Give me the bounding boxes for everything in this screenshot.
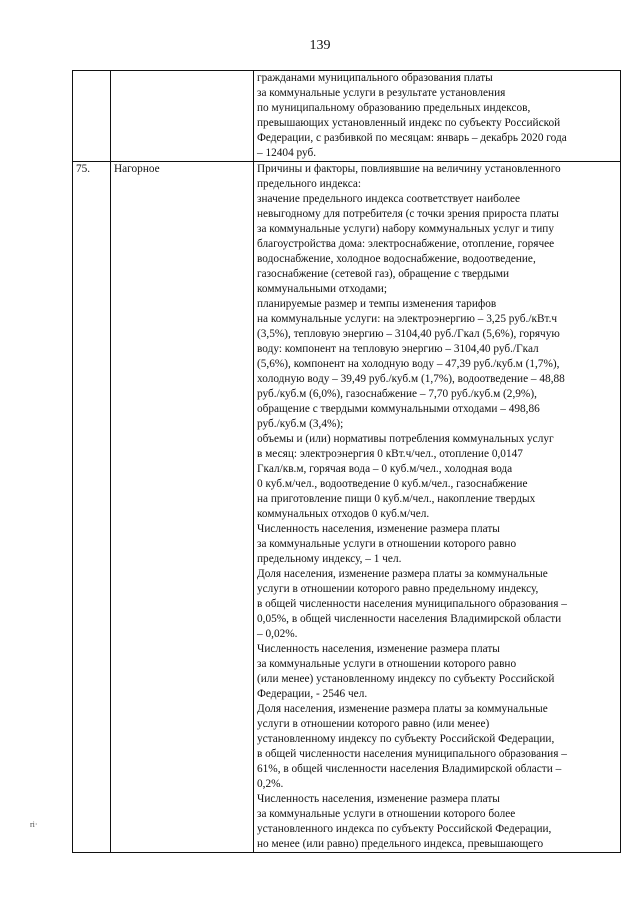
text-line: гражданами муниципального образования платы — [257, 72, 493, 84]
text-line: (5,6%), компонент на холодную воду – 47,39 руб./куб.м (1,7%), — [257, 358, 560, 370]
text-line: услуги в отношении которого равно предельному индексу, — [257, 583, 539, 595]
text-line: (3,5%), тепловую энергию – 3104,40 руб./Гкал (5,6%), горячую — [257, 328, 560, 340]
row-number-cell: 75. — [73, 162, 111, 853]
text-line: предельного индекса: — [257, 178, 361, 190]
text-line: водоснабжение, холодное водоснабжение, водоотведение, — [257, 253, 536, 265]
text-line: предельному индексу, – 1 чел. — [257, 553, 402, 565]
description-cell — [254, 162, 621, 853]
text-line: в общей численности населения муниципального образования – — [257, 598, 567, 610]
text-line: установленному индексу по субъекту Российской Федерации, — [257, 733, 555, 745]
text-line: Численность населения, изменение размера платы — [257, 793, 500, 805]
text-line: услуги в отношении которого равно (или менее) — [257, 718, 490, 730]
text-line: обращение с твердыми коммунальными отходами – 498,86 — [257, 403, 540, 415]
text-line: за коммунальные услуги в отношении которого более — [257, 808, 516, 820]
table-body — [73, 71, 621, 853]
text-line: – 0,02%. — [257, 628, 298, 640]
text-line: 0,2%. — [257, 778, 284, 790]
text-line: превышающих установленный индекс по субъекту Российской — [257, 117, 561, 129]
text-line: Федерации, с разбивкой по месяцам: январь – декабрь 2020 года — [257, 132, 567, 144]
text-line: воду: компонент на тепловую энергию – 3104,40 руб./Гкал — [257, 343, 539, 355]
margin-mark: ri· — [30, 820, 38, 829]
document-table — [72, 70, 621, 853]
text-line: в общей численности населения муниципального образования – — [257, 748, 567, 760]
page-number: 139 — [309, 38, 331, 53]
table-row — [73, 162, 621, 853]
text-line: (или менее) установленному индексу по субъекту Российской — [257, 673, 555, 685]
text-line: невыгодному для потребителя (с точки зрения прироста платы — [257, 208, 559, 220]
text-line: за коммунальные услуги в отношении которого равно — [257, 658, 517, 670]
text-line: в месяц: электроэнергия 0 кВт.ч/чел., отопление 0,0147 — [257, 448, 523, 460]
table-row — [73, 71, 621, 162]
text-line: за коммунальные услуги) набору коммунальных услуг и типу — [257, 223, 554, 235]
text-line: Доля населения, изменение размера платы за коммунальные — [257, 568, 548, 580]
text-line: коммунальными отходами; — [257, 283, 387, 295]
text-line: Федерации, - 2546 чел. — [257, 688, 368, 700]
text-line: газоснабжение (сетевой газ), обращение с твердыми — [257, 268, 510, 280]
text-line: за коммунальные услуги в результате установления — [257, 87, 506, 99]
text-line: 0 куб.м/чел., водоотведение 0 куб.м/чел., газоснабжение — [257, 478, 528, 490]
text-line: но менее (или равно) предельного индекса, превышающего — [257, 838, 544, 850]
text-line: Причины и факторы, повлиявшие на величину установленного — [257, 163, 561, 175]
text-line: установленного индекса по субъекту Российской Федерации, — [257, 823, 552, 835]
text-line: объемы и (или) нормативы потребления коммунальных услуг — [257, 433, 554, 445]
text-line: по муниципальному образованию предельных индексов, — [257, 102, 531, 114]
description-cell — [254, 71, 621, 162]
municipality-name-cell — [111, 71, 254, 162]
text-line: коммунальных отходов 0 куб.м/чел. — [257, 508, 430, 520]
text-line: Численность населения, изменение размера платы — [257, 523, 500, 535]
municipality-name-cell: Нагорное — [111, 162, 254, 853]
text-line: значение предельного индекса соответствует наиболее — [257, 193, 521, 205]
text-line: 61%, в общей численности населения Владимирской области – — [257, 763, 562, 775]
row-number-cell — [73, 71, 111, 162]
text-line: за коммунальные услуги в отношении которого равно — [257, 538, 517, 550]
text-line: благоустройства дома: электроснабжение, отопление, горячее — [257, 238, 555, 250]
text-line: Численность населения, изменение размера платы — [257, 643, 500, 655]
text-line: на приготовление пищи 0 куб.м/чел., накопление твердых — [257, 493, 536, 505]
text-line: 0,05%, в общей численности населения Владимирской области — [257, 613, 562, 625]
text-line: руб./куб.м (6,0%), газоснабжение – 7,70 руб./куб.м (2,9%), — [257, 388, 537, 400]
text-line: руб./куб.м (3,4%); — [257, 418, 344, 430]
text-line: планируемые размер и темпы изменения тарифов — [257, 298, 497, 310]
text-line: – 12404 руб. — [257, 147, 317, 159]
text-line: Доля населения, изменение размера платы за коммунальные — [257, 703, 548, 715]
text-line: на коммунальные услуги: на электроэнергию – 3,25 руб./кВт.ч — [257, 313, 558, 325]
text-line: холодную воду – 39,49 руб./куб.м (1,7%), водоотведение – 48,88 — [257, 373, 565, 385]
text-line: Гкал/кв.м, горячая вода – 0 куб.м/чел., холодная вода — [257, 463, 513, 475]
